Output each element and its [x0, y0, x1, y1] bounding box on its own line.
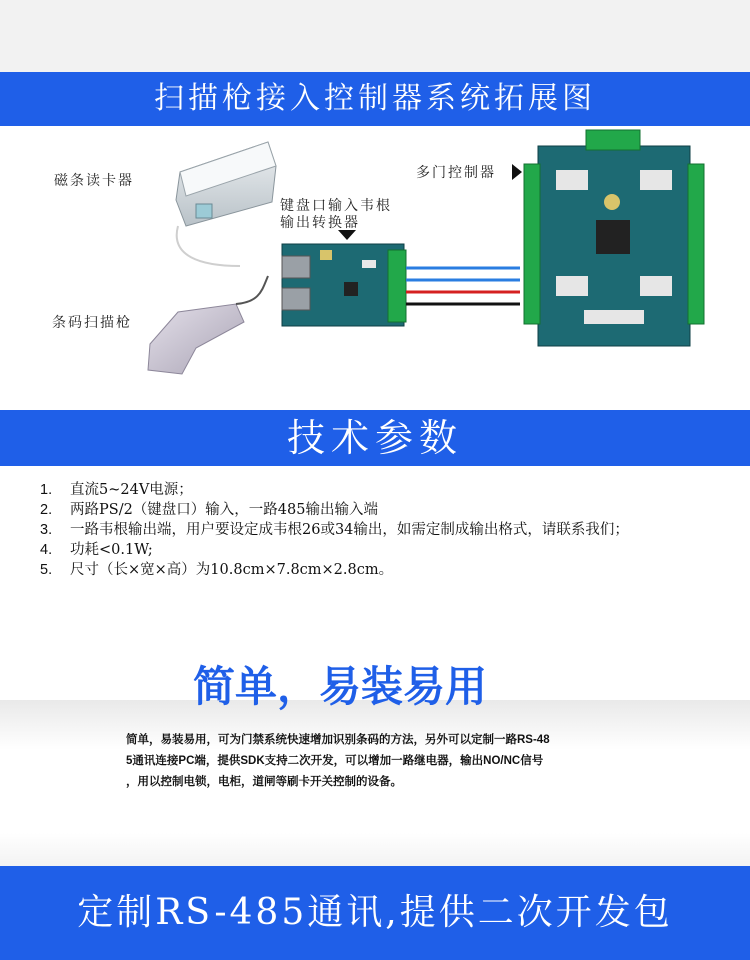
spec-list: [40, 480, 740, 580]
spec-number: 5.: [40, 562, 53, 578]
barcode-scanner-image: [148, 276, 268, 374]
spec-item: [40, 520, 740, 540]
converter-label-line1: 键盘口输入韦根: [280, 198, 392, 214]
spec-text: 两路PS/2（键盘口）输入，一路485输出输入端: [70, 502, 378, 518]
spec-number: 1.: [40, 482, 53, 498]
description-line: 5通讯连接PC端，提供SDK支持二次开发，可以增加一路继电器，输出NO/NC信号: [126, 755, 544, 767]
converter-label-line2: 输出转换器: [280, 215, 360, 231]
spec-text: 一路韦根输出端，用户要设定成韦根26或34输出，如需定制成输出格式，请联系我们；: [70, 522, 629, 538]
specs-banner: [0, 410, 750, 466]
card-reader-label: 磁条读卡器: [54, 173, 134, 189]
description-line: ，用以控制电锁，电柜，道闸等刷卡开关控制的设备。: [126, 776, 402, 788]
diagram-svg: [0, 126, 750, 410]
spec-item: [40, 480, 740, 500]
description-line: 简单，易装易用，可为门禁系统快速增加识别条码的方法，另外可以定制一路RS-48: [126, 734, 550, 746]
topology-title: 扫描枪接入控制器系统拓展图: [154, 81, 596, 116]
description-block: [126, 730, 626, 793]
spec-text: 直流5~24V电源；: [70, 482, 193, 498]
barcode-scanner-label: 条码扫描枪: [52, 315, 132, 331]
spec-number: 4.: [40, 542, 53, 558]
top-strip: [0, 0, 750, 72]
spec-text: 尺寸（长×宽×高）为10.8cm×7.8cm×2.8cm。: [70, 562, 394, 578]
spec-item: [40, 500, 740, 520]
wires: [406, 268, 520, 304]
controller-board-image: [512, 130, 704, 346]
system-diagram: [0, 126, 750, 410]
bottom-banner-title: 定制RS-485通讯,提供二次开发包: [77, 892, 673, 933]
spec-text: 功耗<0.1W;: [70, 542, 153, 558]
spec-item: [40, 560, 740, 580]
converter-board-image: [282, 230, 406, 326]
card-reader-image: [176, 142, 276, 266]
bottom-banner: [0, 866, 750, 960]
spec-number: 3.: [40, 522, 53, 538]
spec-item: [40, 540, 740, 560]
topology-banner: [0, 72, 750, 126]
specs-title: 技术参数: [286, 416, 463, 460]
headline: 简单，易装易用: [192, 663, 487, 710]
spec-number: 2.: [40, 502, 53, 518]
controller-label: 多门控制器: [416, 165, 496, 181]
